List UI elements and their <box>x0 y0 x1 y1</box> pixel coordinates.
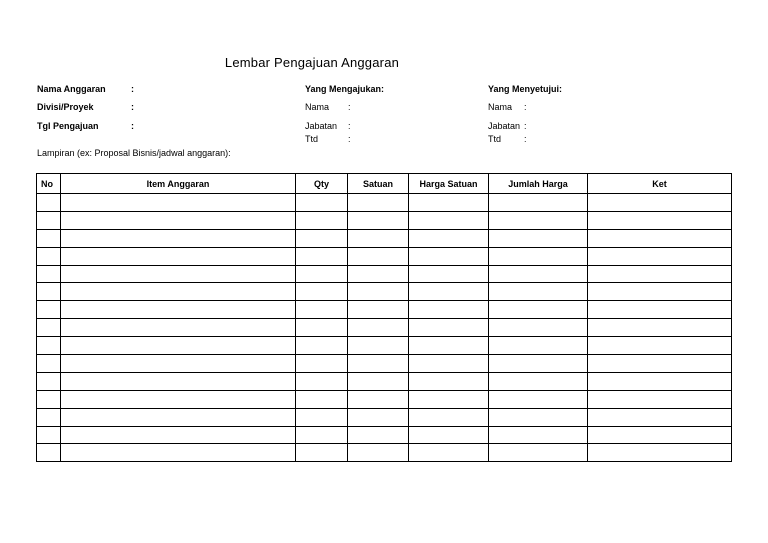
cell-satuan[interactable] <box>348 194 409 212</box>
cell-no[interactable] <box>37 444 61 462</box>
proposer-ttd-label: Ttd <box>305 134 319 144</box>
cell-qty[interactable] <box>296 247 348 265</box>
cell-jumlah-harga[interactable] <box>489 247 588 265</box>
cell-no[interactable] <box>37 355 61 373</box>
cell-jumlah-harga[interactable] <box>489 355 588 373</box>
cell-satuan[interactable] <box>348 390 409 408</box>
proposer-ttd-sep: : <box>348 134 351 144</box>
budget-table <box>36 173 732 462</box>
table-row <box>37 408 732 426</box>
cell-qty[interactable] <box>296 444 348 462</box>
cell-satuan[interactable] <box>348 301 409 319</box>
cell-ket[interactable] <box>588 390 732 408</box>
cell-item-anggaran[interactable] <box>61 408 296 426</box>
cell-harga-satuan[interactable] <box>409 444 489 462</box>
cell-jumlah-harga[interactable] <box>489 390 588 408</box>
cell-item-anggaran[interactable] <box>61 265 296 283</box>
cell-item-anggaran[interactable] <box>61 301 296 319</box>
field-label-nama-anggaran: Nama Anggaran <box>37 84 106 94</box>
cell-jumlah-harga[interactable] <box>489 211 588 229</box>
cell-qty[interactable] <box>296 408 348 426</box>
col-header-qty: Qty <box>296 174 348 194</box>
col-header-ket: Ket <box>588 174 732 194</box>
table-row <box>37 319 732 337</box>
cell-no[interactable] <box>37 194 61 212</box>
table-row <box>37 211 732 229</box>
col-header-satuan: Satuan <box>348 174 409 194</box>
cell-jumlah-harga[interactable] <box>489 337 588 355</box>
cell-satuan[interactable] <box>348 229 409 247</box>
cell-no[interactable] <box>37 229 61 247</box>
cell-item-anggaran[interactable] <box>61 229 296 247</box>
approver-nama-sep: : <box>524 102 527 112</box>
cell-satuan[interactable] <box>348 265 409 283</box>
approver-jabatan-sep: : <box>524 121 527 131</box>
table-row <box>37 247 732 265</box>
table-row <box>37 355 732 373</box>
proposer-nama-sep: : <box>348 102 351 112</box>
cell-no[interactable] <box>37 408 61 426</box>
cell-jumlah-harga[interactable] <box>489 301 588 319</box>
cell-no[interactable] <box>37 426 61 444</box>
table-row <box>37 426 732 444</box>
cell-qty[interactable] <box>296 426 348 444</box>
cell-item-anggaran[interactable] <box>61 372 296 390</box>
cell-satuan[interactable] <box>348 211 409 229</box>
attachment-label: Lampiran (ex: Proposal Bisnis/jadwal anggaran): <box>37 148 231 158</box>
cell-ket[interactable] <box>588 426 732 444</box>
table-row <box>37 301 732 319</box>
cell-no[interactable] <box>37 247 61 265</box>
field-sep-tgl-pengajuan: : <box>131 121 134 131</box>
col-header-no: No <box>37 174 61 194</box>
table-row <box>37 390 732 408</box>
cell-ket[interactable] <box>588 211 732 229</box>
proposer-jabatan-sep: : <box>348 121 351 131</box>
table-row <box>37 337 732 355</box>
cell-ket[interactable] <box>588 265 732 283</box>
cell-satuan[interactable] <box>348 408 409 426</box>
cell-qty[interactable] <box>296 337 348 355</box>
col-header-item-anggaran: Item Anggaran <box>61 174 296 194</box>
cell-item-anggaran[interactable] <box>61 390 296 408</box>
field-sep-divisi-proyek: : <box>131 102 134 112</box>
cell-satuan[interactable] <box>348 337 409 355</box>
table-row <box>37 444 732 462</box>
cell-ket[interactable] <box>588 372 732 390</box>
cell-satuan[interactable] <box>348 372 409 390</box>
cell-item-anggaran[interactable] <box>61 319 296 337</box>
cell-harga-satuan[interactable] <box>409 283 489 301</box>
cell-jumlah-harga[interactable] <box>489 408 588 426</box>
cell-satuan[interactable] <box>348 319 409 337</box>
field-label-divisi-proyek: Divisi/Proyek <box>37 102 94 112</box>
cell-harga-satuan[interactable] <box>409 390 489 408</box>
cell-item-anggaran[interactable] <box>61 355 296 373</box>
table-row <box>37 372 732 390</box>
cell-jumlah-harga[interactable] <box>489 283 588 301</box>
table-row <box>37 283 732 301</box>
cell-qty[interactable] <box>296 355 348 373</box>
cell-jumlah-harga[interactable] <box>489 229 588 247</box>
proposer-heading: Yang Mengajukan: <box>305 84 385 94</box>
cell-jumlah-harga[interactable] <box>489 372 588 390</box>
page-title: Lembar Pengajuan Anggaran <box>224 55 400 70</box>
cell-jumlah-harga[interactable] <box>489 265 588 283</box>
cell-item-anggaran[interactable] <box>61 444 296 462</box>
cell-ket[interactable] <box>588 194 732 212</box>
approver-nama-label: Nama <box>488 102 513 112</box>
cell-qty[interactable] <box>296 194 348 212</box>
cell-harga-satuan[interactable] <box>409 337 489 355</box>
cell-harga-satuan[interactable] <box>409 229 489 247</box>
cell-harga-satuan[interactable] <box>409 372 489 390</box>
cell-qty[interactable] <box>296 301 348 319</box>
cell-harga-satuan[interactable] <box>409 301 489 319</box>
cell-qty[interactable] <box>296 372 348 390</box>
proposer-nama-label: Nama <box>305 102 330 112</box>
cell-qty[interactable] <box>296 229 348 247</box>
cell-no[interactable] <box>37 265 61 283</box>
cell-item-anggaran[interactable] <box>61 283 296 301</box>
cell-harga-satuan[interactable] <box>409 211 489 229</box>
table-row <box>37 194 732 212</box>
cell-ket[interactable] <box>588 229 732 247</box>
cell-no[interactable] <box>37 211 61 229</box>
cell-no[interactable] <box>37 337 61 355</box>
cell-satuan[interactable] <box>348 444 409 462</box>
field-sep-nama-anggaran: : <box>131 84 134 94</box>
cell-no[interactable] <box>37 319 61 337</box>
cell-satuan[interactable] <box>348 283 409 301</box>
cell-ket[interactable] <box>588 319 732 337</box>
cell-harga-satuan[interactable] <box>409 194 489 212</box>
cell-no[interactable] <box>37 390 61 408</box>
cell-qty[interactable] <box>296 265 348 283</box>
cell-ket[interactable] <box>588 408 732 426</box>
cell-ket[interactable] <box>588 301 732 319</box>
cell-ket[interactable] <box>588 444 732 462</box>
approver-ttd-sep: : <box>524 134 527 144</box>
cell-harga-satuan[interactable] <box>409 426 489 444</box>
cell-item-anggaran[interactable] <box>61 426 296 444</box>
cell-qty[interactable] <box>296 283 348 301</box>
cell-satuan[interactable] <box>348 247 409 265</box>
cell-ket[interactable] <box>588 337 732 355</box>
cell-ket[interactable] <box>588 247 732 265</box>
cell-ket[interactable] <box>588 283 732 301</box>
table-row <box>37 265 732 283</box>
cell-harga-satuan[interactable] <box>409 319 489 337</box>
cell-qty[interactable] <box>296 390 348 408</box>
table-row <box>37 229 732 247</box>
cell-satuan[interactable] <box>348 426 409 444</box>
cell-jumlah-harga[interactable] <box>489 319 588 337</box>
approver-heading: Yang Menyetujui: <box>488 84 563 94</box>
col-header-harga-satuan: Harga Satuan <box>409 174 489 194</box>
cell-jumlah-harga[interactable] <box>489 194 588 212</box>
table-header-row <box>37 174 732 194</box>
cell-no[interactable] <box>37 301 61 319</box>
cell-harga-satuan[interactable] <box>409 247 489 265</box>
cell-item-anggaran[interactable] <box>61 211 296 229</box>
approver-jabatan-label: Jabatan <box>488 121 521 131</box>
cell-ket[interactable] <box>588 355 732 373</box>
cell-harga-satuan[interactable] <box>409 265 489 283</box>
cell-harga-satuan[interactable] <box>409 355 489 373</box>
cell-item-anggaran[interactable] <box>61 337 296 355</box>
cell-qty[interactable] <box>296 319 348 337</box>
cell-satuan[interactable] <box>348 355 409 373</box>
cell-no[interactable] <box>37 283 61 301</box>
cell-item-anggaran[interactable] <box>61 247 296 265</box>
table-body <box>37 194 732 462</box>
col-header-jumlah-harga: Jumlah Harga <box>489 174 588 194</box>
cell-item-anggaran[interactable] <box>61 194 296 212</box>
cell-jumlah-harga[interactable] <box>489 426 588 444</box>
cell-jumlah-harga[interactable] <box>489 444 588 462</box>
approver-ttd-label: Ttd <box>488 134 502 144</box>
cell-qty[interactable] <box>296 211 348 229</box>
cell-harga-satuan[interactable] <box>409 408 489 426</box>
field-label-tgl-pengajuan: Tgl Pengajuan <box>37 121 99 131</box>
cell-no[interactable] <box>37 372 61 390</box>
proposer-jabatan-label: Jabatan <box>305 121 338 131</box>
